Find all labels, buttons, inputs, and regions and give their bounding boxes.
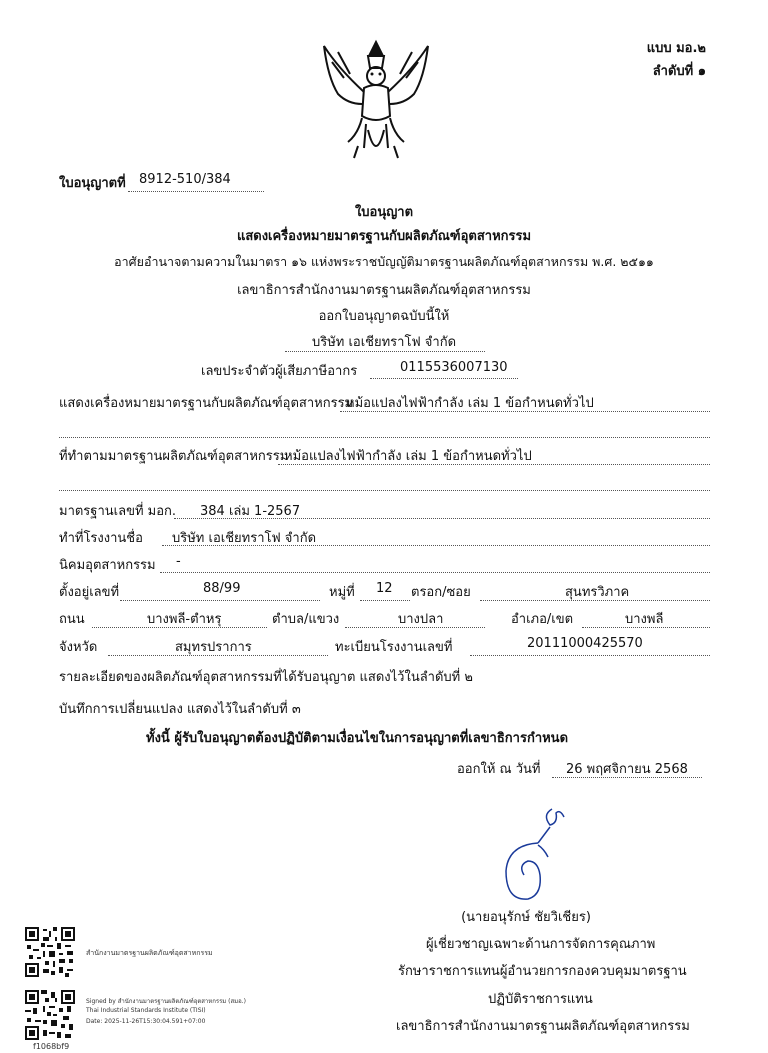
addr-reg-dots — [470, 655, 710, 656]
signer-pos3: ปฏิบัติราชการแทน — [488, 992, 593, 1007]
company-name: บริษัท เอเชียทราโฟ จำกัด — [311, 335, 457, 350]
estate-value: - — [176, 554, 181, 569]
mark-product-value: หม้อแปลงไฟฟ้ากำลัง เล่ม 1 ข้อกำหนดทั่วไป — [346, 396, 594, 411]
mark-product-label: แสดงเครื่องหมายมาตรฐานกับผลิตภัณฑ์อุตสาหกรรม — [59, 396, 354, 411]
signer-name: (นายอนุรักษ์ ชัยวิเชียร) — [461, 910, 591, 925]
issued-value: 26 พฤศจิกายน 2568 — [566, 762, 688, 777]
signer-pos2: รักษาราชการแทนผู้อำนวยการกองควบคุมมาตรฐาน — [398, 964, 687, 979]
tisi-name: Thai Industrial Standards Institute (TISI) — [86, 1007, 206, 1014]
addr-soi-label: ตรอก/ซอย — [411, 585, 471, 600]
factory-dots — [162, 545, 710, 546]
signature-mark — [498, 805, 588, 905]
addr-district-dots — [582, 627, 710, 628]
condition-text: ทั้งนี้ ผู้รับใบอนุญาตต้องปฏิบัติตามเงื่อนไขในการอนุญาตที่เลขาธิการกำหนด — [146, 731, 569, 746]
addr-subdistrict-dots — [345, 627, 485, 628]
issued-dots — [552, 777, 702, 778]
title-line2: แสดงเครื่องหมายมาตรฐานกับผลิตภัณฑ์อุตสาหกรรม — [236, 229, 532, 244]
addr-province-value: สมุทรปราการ — [175, 640, 252, 655]
changes-note: บันทึกการเปลี่ยนแปลง แสดงไว้ในลำดับที่ ๓ — [59, 702, 301, 717]
secretary-text: เลขาธิการสำนักงานมาตรฐานผลิตภัณฑ์อุตสาหกรรม — [237, 283, 531, 298]
std-no-label: มาตรฐานเลขที่ มอก. — [59, 504, 177, 519]
addr-subdistrict-label: ตำบล/แขวง — [272, 612, 340, 627]
estate-label: นิคมอุตสาหกรรม — [59, 558, 156, 573]
addr-no-dots — [120, 600, 320, 601]
factory-label: ทำที่โรงงานชื่อ — [59, 531, 143, 546]
addr-soi-dots — [480, 600, 710, 601]
addr-road-value: บางพลี-ตำหรุ — [147, 612, 222, 627]
addr-district-label: อำเภอ/เขต — [511, 612, 574, 627]
addr-road-dots — [92, 627, 267, 628]
signer-pos1: ผู้เชี่ยวชาญเฉพาะด้านการจัดการคุณภาพ — [426, 937, 656, 952]
doc-hash: f1068bf9 — [33, 1042, 70, 1051]
issue-to-text: ออกใบอนุญาตฉบับนี้ให้ — [318, 309, 450, 324]
signed-by: Signed by สำนักงานมาตรฐานผลิตภัณฑ์อุตสาหกรรม (สมอ.) — [86, 998, 246, 1005]
std-no-value: 384 เล่ม 1-2567 — [200, 504, 301, 519]
addr-moo-label: หมู่ที่ — [329, 585, 355, 600]
factory-value: บริษัท เอเชียทราโฟ จำกัด — [172, 531, 317, 546]
addr-moo-value: 12 — [376, 581, 393, 596]
addr-subdistrict-value: บางปลา — [398, 612, 444, 627]
addr-province-label: จังหวัด — [59, 640, 98, 655]
addr-road-label: ถนน — [59, 612, 85, 627]
form-code: แบบ มอ.๒ — [646, 41, 706, 56]
mark-product-dots — [340, 411, 710, 412]
estate-dots — [160, 572, 710, 573]
issued-label: ออกให้ ณ วันที่ — [457, 762, 541, 777]
details-note: รายละเอียดของผลิตภัณฑ์อุตสาหกรรมที่ได้รับอนุญาต แสดงไว้ในลำดับที่ ๒ — [59, 670, 473, 685]
license-no-value: 8912-510/384 — [139, 172, 231, 187]
addr-no-label: ตั้งอยู่เลขที่ — [59, 585, 120, 600]
std-no-dots — [174, 518, 710, 519]
signed-date: Date: 2025-11-26T15:30:04.591+07:00 — [86, 1018, 206, 1025]
addr-province-dots — [108, 655, 328, 656]
license-no-label: ใบอนุญาตที่ — [59, 176, 126, 191]
addr-reg-value: 20111000425570 — [527, 636, 643, 651]
std-product-label: ที่ทำตามมาตรฐานผลิตภัณฑ์อุตสาหกรรม — [59, 449, 289, 464]
std-product-value: หม้อแปลงไฟฟ้ากำลัง เล่ม 1 ข้อกำหนดทั่วไป — [284, 449, 532, 464]
addr-soi-value: สุนทรวิภาค — [565, 585, 630, 600]
std-product-dots — [278, 464, 710, 465]
addr-moo-dots — [360, 600, 410, 601]
tax-label: เลขประจำตัวผู้เสียภาษีอากร — [201, 364, 358, 379]
license-no-dots — [128, 191, 264, 192]
addr-district-value: บางพลี — [625, 612, 664, 627]
authority-text: อาศัยอำนาจตามความในมาตรา ๑๖ แห่งพระราชบัญญัติมาตรฐานผลิตภัณฑ์อุตสาหกรรม พ.ศ. ๒๕๑๑ — [114, 254, 654, 269]
std-product-dots-2 — [59, 490, 710, 491]
form-order: ลำดับที่ ๑ — [652, 64, 706, 79]
title-line1: ใบอนุญาต — [354, 205, 414, 220]
qr-code-2 — [25, 990, 75, 1040]
tax-dots — [370, 378, 518, 379]
addr-reg-label: ทะเบียนโรงงานเลขที่ — [335, 640, 453, 655]
qr-code-1 — [25, 927, 75, 977]
signer-pos4: เลขาธิการสำนักงานมาตรฐานผลิตภัณฑ์อุตสาหกรรม — [396, 1019, 690, 1034]
qr1-caption: สำนักงานมาตรฐานผลิตภัณฑ์อุตสาหกรรม — [86, 949, 213, 957]
tax-value: 0115536007130 — [400, 360, 508, 375]
garuda-emblem — [318, 38, 434, 166]
company-dots — [285, 351, 485, 352]
addr-no-value: 88/99 — [203, 581, 241, 596]
mark-product-dots-2 — [59, 437, 710, 438]
